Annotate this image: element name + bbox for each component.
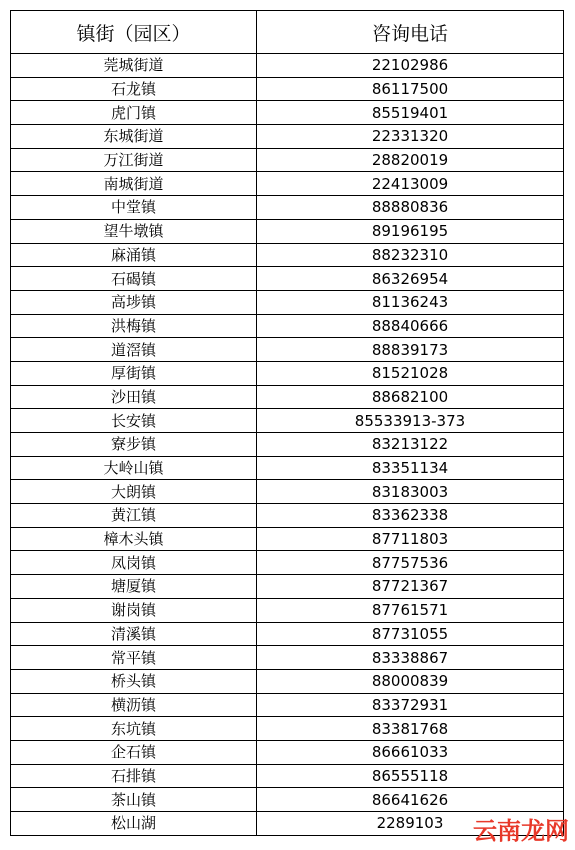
table-row: [11, 598, 564, 622]
phone-number-cell: 83351134: [257, 456, 564, 480]
watermark-logo: [473, 811, 569, 846]
table-body: [11, 54, 564, 836]
table-row: [11, 196, 564, 220]
table-row: [11, 717, 564, 741]
town-name-cell: 横沥镇: [11, 693, 257, 717]
phone-number-cell: 2289103: [257, 812, 564, 836]
town-name-cell: 石排镇: [11, 764, 257, 788]
table-row: [11, 646, 564, 670]
phone-number-cell: 87757536: [257, 551, 564, 575]
table-row: [11, 693, 564, 717]
consultation-phone-table: [10, 10, 564, 836]
phone-number-cell: 81136243: [257, 290, 564, 314]
town-name-cell: 道滘镇: [11, 338, 257, 362]
header-town: 镇街（园区）: [11, 11, 257, 54]
town-name-cell: 茶山镇: [11, 788, 257, 812]
town-name-cell: 企石镇: [11, 740, 257, 764]
phone-number-cell: 85533913-373: [257, 409, 564, 433]
phone-number-cell: 87711803: [257, 527, 564, 551]
phone-number-cell: 86555118: [257, 764, 564, 788]
table-row: [11, 101, 564, 125]
table-row: [11, 433, 564, 457]
header-phone: 咨询电话: [257, 11, 564, 54]
table-row: [11, 125, 564, 149]
table-row: [11, 480, 564, 504]
phone-number-cell: 83372931: [257, 693, 564, 717]
phone-number-cell: 88682100: [257, 385, 564, 409]
town-name-cell: 塘厦镇: [11, 575, 257, 599]
table-row: [11, 77, 564, 101]
town-name-cell: 东城街道: [11, 125, 257, 149]
town-name-cell: 寮步镇: [11, 433, 257, 457]
town-name-cell: 厚街镇: [11, 361, 257, 385]
phone-number-cell: 88880836: [257, 196, 564, 220]
phone-number-cell: 22331320: [257, 125, 564, 149]
phone-number-cell: 86117500: [257, 77, 564, 101]
phone-number-cell: 28820019: [257, 148, 564, 172]
town-name-cell: 石碣镇: [11, 267, 257, 291]
table-row: [11, 740, 564, 764]
table-row: [11, 764, 564, 788]
table-row: [11, 622, 564, 646]
phone-table-container: [10, 10, 563, 836]
table-row: [11, 361, 564, 385]
town-name-cell: 黄江镇: [11, 504, 257, 528]
town-name-cell: 樟木头镇: [11, 527, 257, 551]
phone-number-cell: 22413009: [257, 172, 564, 196]
table-row: [11, 456, 564, 480]
phone-number-cell: 81521028: [257, 361, 564, 385]
town-name-cell: 谢岗镇: [11, 598, 257, 622]
phone-number-cell: 88839173: [257, 338, 564, 362]
table-header-row: [11, 11, 564, 54]
town-name-cell: 东坑镇: [11, 717, 257, 741]
phone-number-cell: 83338867: [257, 646, 564, 670]
phone-number-cell: 87761571: [257, 598, 564, 622]
town-name-cell: 常平镇: [11, 646, 257, 670]
phone-number-cell: 87721367: [257, 575, 564, 599]
table-row: [11, 551, 564, 575]
phone-number-cell: 86641626: [257, 788, 564, 812]
town-name-cell: 望牛墩镇: [11, 219, 257, 243]
town-name-cell: 长安镇: [11, 409, 257, 433]
town-name-cell: 凤岗镇: [11, 551, 257, 575]
table-row: [11, 290, 564, 314]
town-name-cell: 大朗镇: [11, 480, 257, 504]
table-row: [11, 504, 564, 528]
table-row: [11, 575, 564, 599]
phone-number-cell: 86661033: [257, 740, 564, 764]
phone-number-cell: 87731055: [257, 622, 564, 646]
table-row: [11, 243, 564, 267]
town-name-cell: 大岭山镇: [11, 456, 257, 480]
phone-number-cell: 88840666: [257, 314, 564, 338]
town-name-cell: 清溪镇: [11, 622, 257, 646]
table-row: [11, 148, 564, 172]
phone-number-cell: 83381768: [257, 717, 564, 741]
phone-number-cell: 83362338: [257, 504, 564, 528]
town-name-cell: 虎门镇: [11, 101, 257, 125]
phone-number-cell: 85519401: [257, 101, 564, 125]
table-row: [11, 314, 564, 338]
town-name-cell: 桥头镇: [11, 669, 257, 693]
table-row: [11, 669, 564, 693]
table-row: [11, 338, 564, 362]
table-row: [11, 527, 564, 551]
table-row: [11, 788, 564, 812]
town-name-cell: 南城街道: [11, 172, 257, 196]
town-name-cell: 沙田镇: [11, 385, 257, 409]
town-name-cell: 高埗镇: [11, 290, 257, 314]
watermark-text: 云南龙网: [473, 817, 569, 845]
table-row: [11, 219, 564, 243]
phone-number-cell: 86326954: [257, 267, 564, 291]
phone-number-cell: 83213122: [257, 433, 564, 457]
town-name-cell: 麻涌镇: [11, 243, 257, 267]
town-name-cell: 万江街道: [11, 148, 257, 172]
table-row: [11, 385, 564, 409]
phone-number-cell: 83183003: [257, 480, 564, 504]
phone-number-cell: 89196195: [257, 219, 564, 243]
town-name-cell: 中堂镇: [11, 196, 257, 220]
phone-number-cell: 88232310: [257, 243, 564, 267]
table-row: [11, 267, 564, 291]
table-row: [11, 172, 564, 196]
table-row: [11, 54, 564, 78]
town-name-cell: 松山湖: [11, 812, 257, 836]
table-row: [11, 409, 564, 433]
phone-number-cell: 22102986: [257, 54, 564, 78]
phone-number-cell: 88000839: [257, 669, 564, 693]
town-name-cell: 莞城街道: [11, 54, 257, 78]
town-name-cell: 洪梅镇: [11, 314, 257, 338]
town-name-cell: 石龙镇: [11, 77, 257, 101]
